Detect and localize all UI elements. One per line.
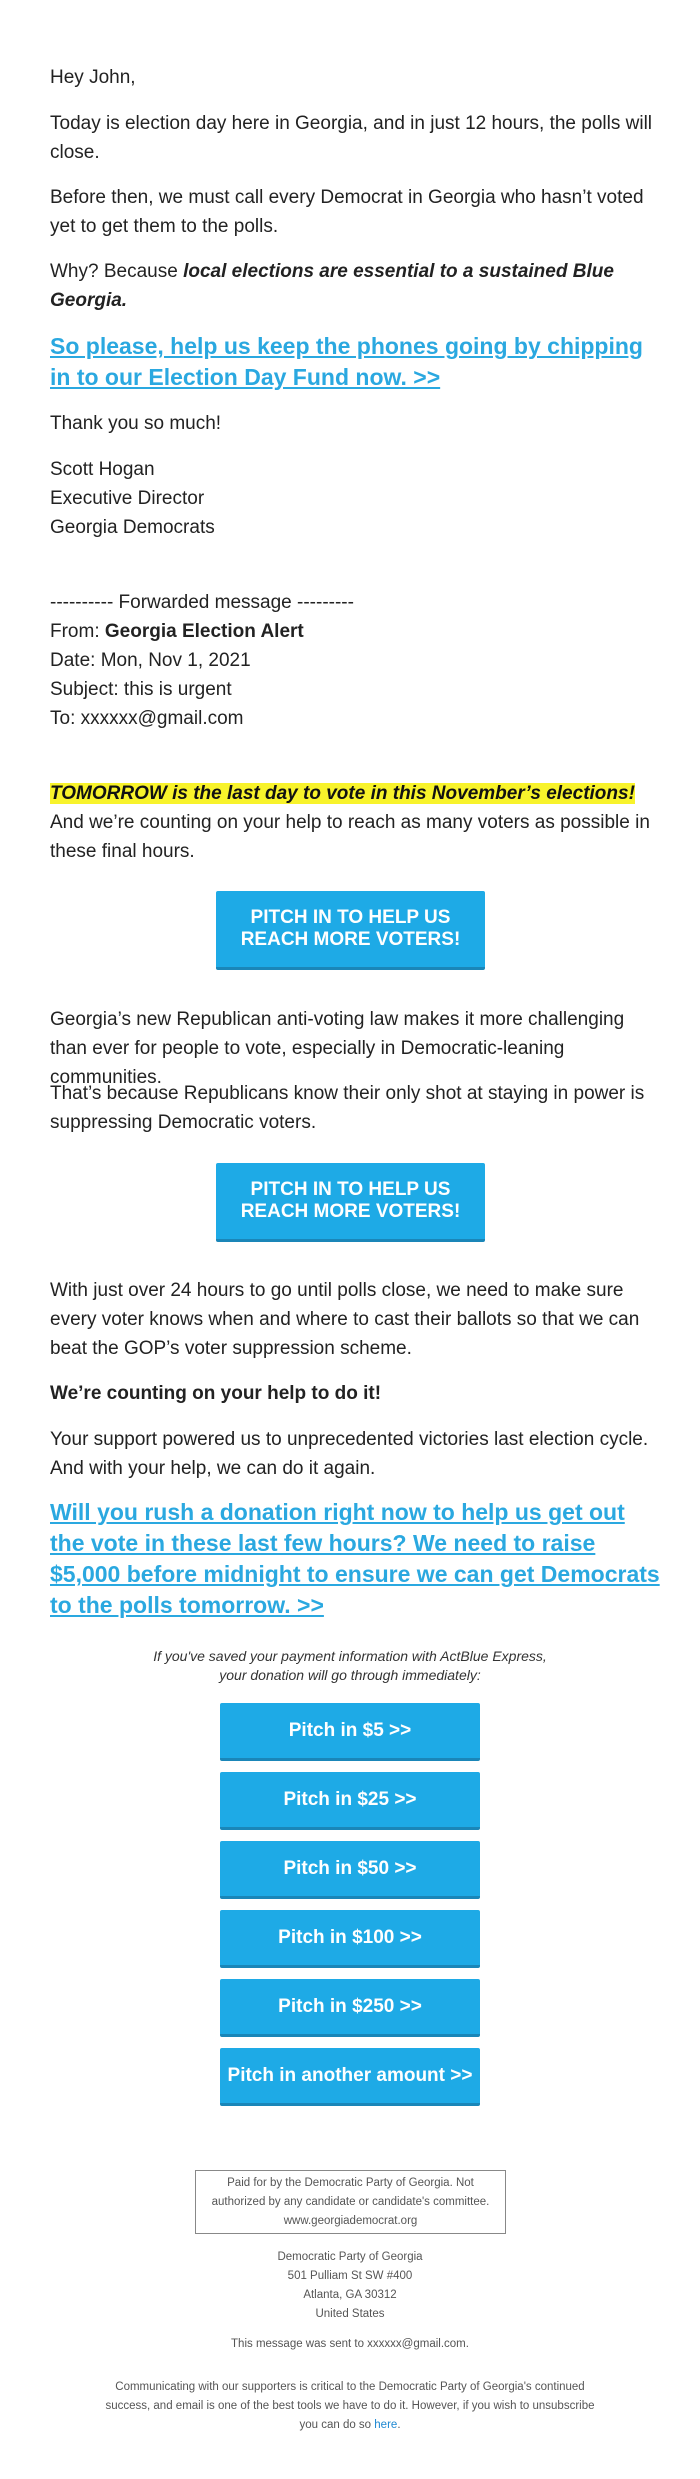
signature-org: Georgia Democrats [50, 517, 215, 538]
paragraph-tomorrow [50, 779, 660, 866]
paid-for-disclaimer [195, 2170, 506, 2234]
address-line1: Democratic Party of Georgia [277, 2251, 423, 2263]
paragraph-support: Your support powered us to unprecedented victories last election cycle. And with your help, we can do it again. [50, 1429, 649, 1479]
paid-line1: Paid for by the Democratic Party of Georgia. Not [227, 2177, 474, 2189]
tomorrow-rest: And we’re counting on your help to reach as many voters as possible in these final hours. [50, 812, 650, 862]
address-line3: Atlanta, GA 30312 [303, 2289, 397, 2301]
signature-title: Executive Director [50, 488, 205, 509]
paragraph-anti-voting-law: Georgia’s new Republican anti-voting law makes it more challenging than ever for people to vote, especially in Democratic-leaning communities. [50, 1009, 625, 1088]
actblue-note-line2: your donation will go through immediately: [219, 1667, 481, 1683]
paragraph-suppressing: That’s because Republicans know their only shot at staying in power is suppressing Democratic voters. [50, 1083, 645, 1133]
donate-link-rush[interactable]: Will you rush a donation right now to help us get out the vote in these last few hours? We need to raise $5,000 before midnight to ensure we can get Democrats to the polls tomorrow. >> [50, 1499, 660, 1618]
why-emphasis: local elections are essential to a sustained Blue Georgia. [50, 261, 614, 311]
pitch-in-100-button[interactable]: Pitch in $100 >> [220, 1910, 480, 1968]
unsubscribe-note [100, 2378, 600, 2435]
forwarded-subject: Subject: this is urgent [50, 679, 232, 700]
pitch-in-50-button[interactable]: Pitch in $50 >> [220, 1841, 480, 1899]
greeting: Hey John, [50, 67, 136, 88]
pitch-in-250-button[interactable]: Pitch in $250 >> [220, 1979, 480, 2037]
pitch-in-5-button[interactable]: Pitch in $5 >> [220, 1703, 480, 1761]
paragraph-counting: We’re counting on your help to do it! [50, 1383, 382, 1404]
pitch-in-button-2[interactable]: PITCH IN TO HELP US REACH MORE VOTERS! [216, 1163, 485, 1242]
paid-line3: www.georgiademocrat.org [283, 2215, 418, 2227]
from-label: From: [50, 621, 105, 642]
paragraph-why [50, 257, 660, 315]
unsubscribe-text: Communicating with our supporters is critical to the Democratic Party of Georgia's continued success, and email is one of the best tools we have to do it. However, if you wish to unsubscribe you can do so [105, 2381, 595, 2431]
actblue-note [100, 1647, 600, 1685]
forwarded-date: Date: Mon, Nov 1, 2021 [50, 650, 251, 671]
forwarded-from [50, 617, 660, 646]
thanks: Thank you so much! [50, 413, 222, 434]
sent-to-note: This message was sent to xxxxxx@gmail.com. [231, 2338, 469, 2350]
forwarded-to: To: xxxxxx@gmail.com [50, 708, 244, 729]
paragraph-24-hours: With just over 24 hours to go until polls close, we need to make sure every voter knows when and where to cast their ballots so that we can beat the GOP’s voter suppression scheme. [50, 1280, 640, 1359]
paragraph-intro: Today is election day here in Georgia, and in just 12 hours, the polls will close. [50, 113, 653, 163]
forwarded-header: ---------- Forwarded message --------- [50, 592, 354, 613]
paid-line2: authorized by any candidate or candidate's committee. [211, 2196, 490, 2208]
why-lead: Why? Because [50, 261, 184, 282]
highlight-tomorrow: TOMORROW is the last day to vote in this November’s elections! [50, 783, 635, 804]
paragraph-call: Before then, we must call every Democrat in Georgia who hasn’t voted yet to get them to the polls. [50, 187, 644, 237]
unsubscribe-end: . [397, 2419, 401, 2431]
donate-link-election-day-fund[interactable]: So please, help us keep the phones going by chipping in to our Election Day Fund now. >> [50, 333, 643, 390]
address-line2: 501 Pulliam St SW #400 [287, 2270, 413, 2282]
address-line4: United States [315, 2308, 385, 2320]
pitch-in-25-button[interactable]: Pitch in $25 >> [220, 1772, 480, 1830]
unsubscribe-link[interactable]: here [374, 2419, 398, 2431]
actblue-note-line1: If you've saved your payment information with ActBlue Express, [153, 1648, 547, 1664]
pitch-in-button-1[interactable]: PITCH IN TO HELP US REACH MORE VOTERS! [216, 891, 485, 970]
mailing-address [80, 2248, 620, 2324]
from-value: Georgia Election Alert [104, 621, 304, 642]
signature-name: Scott Hogan [50, 459, 155, 480]
pitch-in-other-button[interactable]: Pitch in another amount >> [220, 2048, 480, 2106]
